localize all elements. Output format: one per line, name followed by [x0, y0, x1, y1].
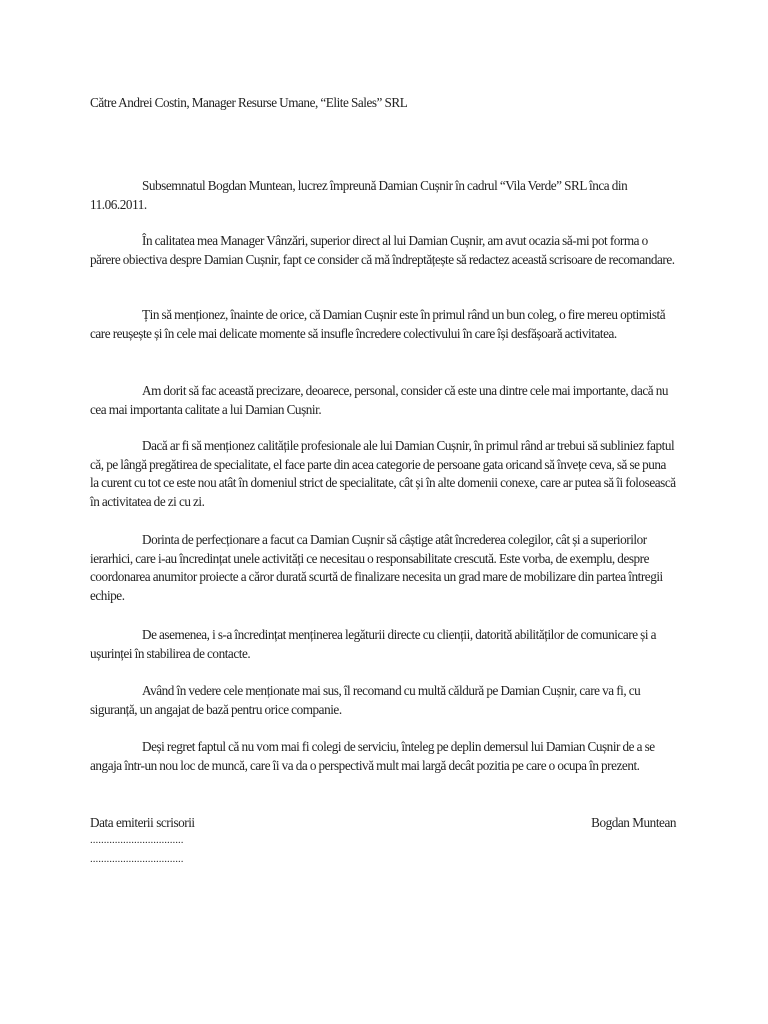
- paragraph-7: De asemenea, i s-a încredințat menținerea legăturii directe cu clienții, datorită abilităților de comunicare și a ușurinței în stabilirea de contacte.: [90, 627, 657, 661]
- date-dotted-line-2: ..................................: [90, 853, 184, 865]
- paragraph-6: Dorinta de perfecționare a facut ca Damian Cușnir să câștige atât încrederea colegilor, cât și a superiorilor ierarhici, care i-au încredințat unele activități ce necesitau o responsabilitate crescută. Este vorba, de exemplu, despre coordonarea anumitor proiecte a căror durată scurtă de finalizare necesita un grad mare de mobilizare din partea întregii echipe.: [90, 532, 663, 604]
- paragraph-5: Dacă ar fi să menționez calitățile profesionale ale lui Damian Cușnir, în primul rând ar trebui să subliniez faptul că, pe lângă pregătirea de specialitate, el face parte din acea categorie de persoane gata oricand să învețe ceva, să se puna la curent cu tot ce este nou atât în domeniul strict de specialitate, cât și în alte domenii conexe, care ar putea să îi folosească în activitatea de zi cu zi.: [90, 438, 676, 510]
- paragraph-2: În calitatea mea Manager Vânzări, superior direct al lui Damian Cușnir, am avut ocazia să-mi pot forma o părere obiectiva despre Damian Cușnir, fapt ce consider că mă îndreptățește să redactez această scrisoare de recomandare.: [90, 233, 675, 267]
- paragraph-1: Subsemnatul Bogdan Muntean, lucrez împreună Damian Cușnir în cadrul “Vila Verde” SRL înca din 11.06.2011.: [90, 178, 628, 212]
- signature-name: Bogdan Muntean: [591, 815, 676, 830]
- paragraph-3: Țin să menționez, înainte de orice, că Damian Cușnir este în primul rând un bun coleg, o fire mereu optimistă care reușește și în cele mai delicate momente să insufle încredere colectivului în care își desfășoară activitatea.: [90, 307, 666, 341]
- recipient-line: Către Andrei Costin, Manager Resurse Umane, “Elite Sales” SRL: [90, 95, 408, 110]
- date-dotted-line-1: ..................................: [90, 834, 184, 846]
- paragraph-9: Deși regret faptul că nu vom mai fi colegi de serviciu, înteleg pe deplin demersul lui Damian Cușnir de a se angaja într-un nou loc de muncă, care îi va da o perspectivă mult mai largă decât pozitia pe care o ocupa în prezent.: [90, 739, 655, 773]
- paragraph-8: Având în vedere cele menționate mai sus, îl recomand cu multă căldură pe Damian Cușnir, care va fi, cu siguranță, un angajat de bază pentru orice companie.: [90, 683, 641, 717]
- paragraph-4: Am dorit să fac această precizare, deoarece, personal, consider că este una dintre cele mai importante, dacă nu cea mai importanta calitate a lui Damian Cușnir.: [90, 383, 668, 417]
- date-label: Data emiterii scrisorii: [90, 815, 195, 830]
